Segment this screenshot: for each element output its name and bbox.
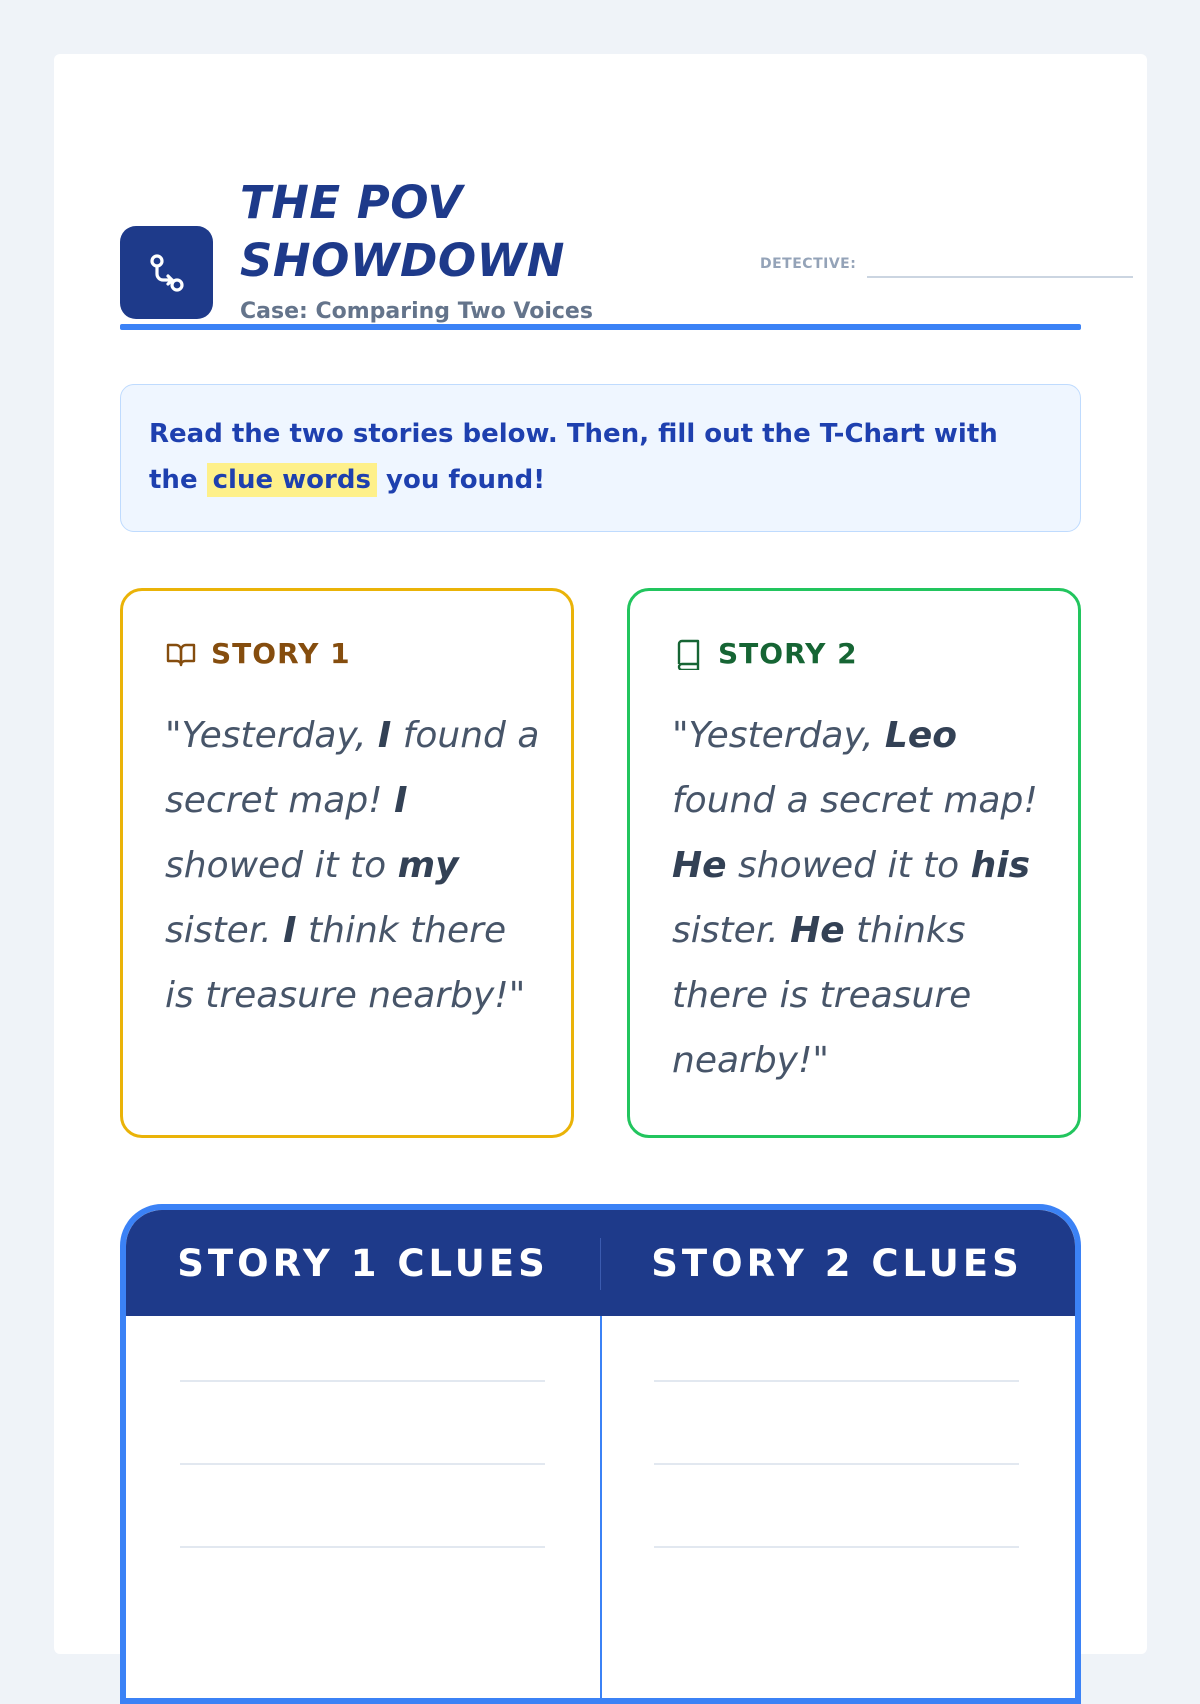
- clue-word: Leo: [884, 715, 957, 756]
- story-text-segment: "Yesterday,: [672, 715, 885, 756]
- clue-word: my: [397, 845, 459, 886]
- story-text-segment: found a secret map!: [165, 715, 540, 821]
- instructions-highlight: clue words: [207, 463, 377, 497]
- instructions-text-start: Read the two stories below. Then, fill out the T-Chart with the: [149, 419, 998, 495]
- instructions-box: [120, 384, 1081, 532]
- instructions-text-end: you found!: [386, 465, 546, 495]
- clue-word: He: [790, 910, 845, 951]
- story-1-header: [165, 637, 351, 670]
- story-text-segment: "Yesterday,: [165, 715, 378, 756]
- book-open-icon: [165, 638, 197, 670]
- t-chart-col-2-header: STORY 2 CLUES: [651, 1241, 1023, 1285]
- clue-word: I: [283, 910, 297, 951]
- book-icon: [672, 638, 704, 670]
- story-text-segment: sister.: [672, 910, 791, 951]
- story-2-answer-line[interactable]: [654, 1463, 1019, 1465]
- t-chart-col-1-header: STORY 1 CLUES: [177, 1241, 549, 1285]
- clue-word: his: [970, 845, 1031, 886]
- clue-word: I: [394, 780, 408, 821]
- detective-name-line[interactable]: [867, 276, 1133, 278]
- t-chart-column-divider: [600, 1316, 602, 1704]
- t-chart: [120, 1204, 1081, 1704]
- header: [120, 124, 1080, 324]
- story-1-answer-line[interactable]: [180, 1463, 545, 1465]
- story-text-segment: think there is treasure nearby!": [165, 910, 526, 1016]
- story-text-segment: sister.: [165, 910, 284, 951]
- story-2-answer-line[interactable]: [654, 1546, 1019, 1548]
- story-text-segment: showed it to: [165, 845, 398, 886]
- story-2-card: [627, 588, 1081, 1138]
- story-text-segment: found a secret map!: [672, 780, 1038, 821]
- story-2-label: STORY 2: [718, 637, 858, 670]
- story-1-answer-line[interactable]: [180, 1546, 545, 1548]
- page-subtitle: Case: Comparing Two Voices: [240, 299, 593, 324]
- story-1-answer-line[interactable]: [180, 1380, 545, 1382]
- worksheet: [54, 54, 1147, 1654]
- detective-label: DETECTIVE:: [760, 256, 857, 272]
- story-text-segment: showed it to: [726, 845, 971, 886]
- story-2-text: [672, 703, 1052, 1093]
- story-2-answer-line[interactable]: [654, 1380, 1019, 1382]
- title-line-1: THE POV: [240, 176, 463, 229]
- title-line-2: SHOWDOWN: [240, 234, 565, 287]
- logo: [120, 226, 213, 319]
- story-1-text: [165, 703, 545, 1028]
- page-title: [240, 174, 680, 290]
- clue-word: I: [377, 715, 392, 756]
- story-1-card: [120, 588, 574, 1138]
- header-divider: [120, 324, 1081, 330]
- story-1-label: STORY 1: [211, 637, 351, 670]
- git-compare-icon: [143, 249, 191, 297]
- story-text-segment: thinks there is treasure nearby!": [672, 910, 972, 1081]
- clue-word: He: [672, 845, 727, 886]
- story-2-header: [672, 637, 858, 670]
- detective-field[interactable]: [760, 244, 1140, 288]
- t-chart-header: [126, 1210, 1075, 1316]
